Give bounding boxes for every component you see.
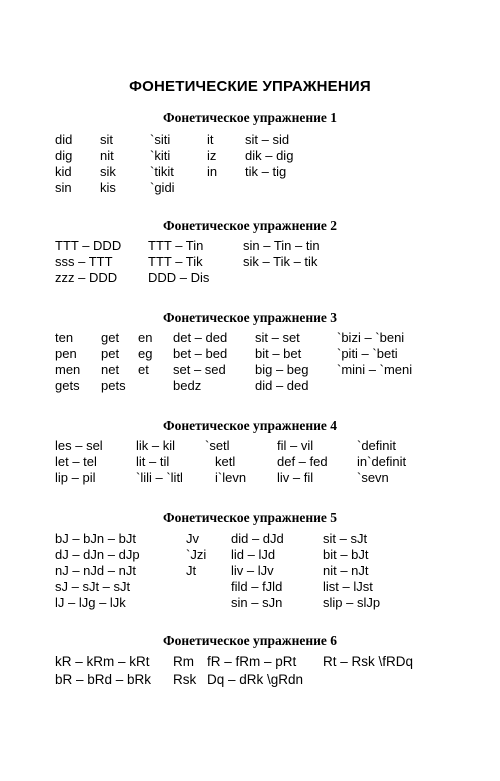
word-cell: sit – sid bbox=[245, 132, 290, 147]
word-cell: get bbox=[101, 330, 120, 345]
word-cell: let – tel bbox=[55, 454, 97, 469]
word-cell: `kiti bbox=[150, 148, 171, 163]
word-cell: dJ – dJn – dJp bbox=[55, 547, 140, 562]
word-cell: bit – bet bbox=[255, 346, 302, 361]
word-cell: i`levn bbox=[215, 470, 247, 485]
word-cell: DDD – Dis bbox=[148, 270, 210, 285]
word-cell: sss – TTT bbox=[55, 254, 113, 269]
word-cell: sin – Tin – tin bbox=[243, 238, 320, 253]
word-cell: big – beg bbox=[255, 362, 309, 377]
word-cell: bit – bJt bbox=[323, 547, 369, 562]
word-cell: `setl bbox=[205, 438, 230, 453]
word-cell: zzz – DDD bbox=[55, 270, 118, 285]
word-cell: gets bbox=[55, 378, 80, 393]
word-cell: kid bbox=[55, 164, 72, 179]
word-cell: dig bbox=[55, 148, 73, 163]
word-cell: net bbox=[101, 362, 120, 377]
word-cell: iz bbox=[207, 148, 217, 163]
word-cell: `gidi bbox=[150, 180, 175, 195]
word-cell: `Jzi bbox=[186, 547, 207, 562]
word-cell: eg bbox=[138, 346, 153, 361]
word-cell: det – ded bbox=[173, 330, 228, 345]
section-title-5: Фонетическое упражнение 5 bbox=[162, 510, 338, 525]
word-cell: sJ – sJt – sJt bbox=[55, 579, 131, 594]
word-cell: liv – fil bbox=[277, 470, 314, 485]
word-cell: slip – slJp bbox=[323, 595, 381, 610]
word-cell: les – sel bbox=[55, 438, 103, 453]
section-title-2: Фонетическое упражнение 2 bbox=[162, 218, 338, 233]
word-cell: lid – lJd bbox=[231, 547, 276, 562]
word-cell: dik – dig bbox=[245, 148, 294, 163]
word-cell: lit – til bbox=[136, 454, 170, 469]
word-cell: did – dJd bbox=[231, 531, 284, 546]
word-cell: pets bbox=[101, 378, 126, 393]
word-cell: ketl bbox=[215, 454, 236, 469]
word-cell: set – sed bbox=[173, 362, 226, 377]
word-cell: lip – pil bbox=[55, 470, 96, 485]
word-cell: Dq – dRk \gRdn bbox=[207, 672, 304, 687]
word-cell: lJ – lJg – lJk bbox=[55, 595, 126, 610]
word-cell: TTT – Tik bbox=[148, 254, 203, 269]
word-cell: lik – kil bbox=[136, 438, 176, 453]
word-cell: TTT – Tin bbox=[148, 238, 204, 253]
word-cell: sin – sJn bbox=[231, 595, 283, 610]
word-cell: in bbox=[207, 164, 218, 179]
word-cell: bedz bbox=[173, 378, 202, 393]
word-cell: sit – set bbox=[255, 330, 300, 345]
word-cell: sik bbox=[100, 164, 116, 179]
word-cell: sit bbox=[100, 132, 113, 147]
word-cell: men bbox=[55, 362, 81, 377]
word-cell: fil – vil bbox=[277, 438, 314, 453]
section-title-3: Фонетическое упражнение 3 bbox=[162, 310, 338, 325]
word-cell: `definit bbox=[357, 438, 397, 453]
word-cell: bJ – bJn – bJt bbox=[55, 531, 136, 546]
word-cell: fR – fRm – pRt bbox=[207, 654, 297, 669]
word-cell: Rm bbox=[173, 654, 194, 669]
word-cell: TTT – DDD bbox=[55, 238, 122, 253]
word-cell: list – lJst bbox=[323, 579, 373, 594]
word-cell: bR – bRd – bRk bbox=[55, 672, 152, 687]
word-cell: Rsk bbox=[173, 672, 197, 687]
word-cell: ten bbox=[55, 330, 74, 345]
word-cell: nit – nJt bbox=[323, 563, 369, 578]
section-title-1: Фонетическое упражнение 1 bbox=[162, 110, 338, 125]
word-cell: `bizi – `beni bbox=[337, 330, 405, 345]
word-cell: sik – Tik – tik bbox=[243, 254, 318, 269]
section-title-6: Фонетическое упражнение 6 bbox=[162, 633, 338, 648]
section-title-4: Фонетическое упражнение 4 bbox=[162, 418, 338, 433]
word-cell: sit – sJt bbox=[323, 531, 368, 546]
word-cell: Rt – Rsk \fRDq bbox=[323, 654, 414, 669]
word-cell: Jt bbox=[186, 563, 197, 578]
word-cell: pet bbox=[101, 346, 120, 361]
word-cell: `sevn bbox=[357, 470, 389, 485]
word-cell: kis bbox=[100, 180, 116, 195]
word-cell: `tikit bbox=[150, 164, 174, 179]
word-cell: sin bbox=[55, 180, 72, 195]
word-cell: pen bbox=[55, 346, 77, 361]
word-cell: nit bbox=[100, 148, 114, 163]
word-cell: `piti – `beti bbox=[337, 346, 398, 361]
word-cell: liv – lJv bbox=[231, 563, 274, 578]
word-cell: Jv bbox=[186, 531, 199, 546]
word-cell: did bbox=[55, 132, 73, 147]
word-cell: `lili – `litl bbox=[136, 470, 183, 485]
word-cell: did – ded bbox=[255, 378, 309, 393]
word-cell: kR – kRm – kRt bbox=[55, 654, 150, 669]
word-cell: nJ – nJd – nJt bbox=[55, 563, 136, 578]
word-cell: fild – fJld bbox=[231, 579, 283, 594]
word-cell: `siti bbox=[150, 132, 171, 147]
word-cell: tik – tig bbox=[245, 164, 287, 179]
word-cell: et bbox=[138, 362, 149, 377]
page-title: ФОНЕТИЧЕСКИЕ УПРАЖНЕНИЯ bbox=[129, 78, 371, 95]
word-cell: def – fed bbox=[277, 454, 328, 469]
word-cell: it bbox=[207, 132, 214, 147]
word-cell: bet – bed bbox=[173, 346, 228, 361]
word-cell: in`definit bbox=[357, 454, 407, 469]
word-cell: en bbox=[138, 330, 153, 345]
word-cell: `mini – `meni bbox=[337, 362, 413, 377]
